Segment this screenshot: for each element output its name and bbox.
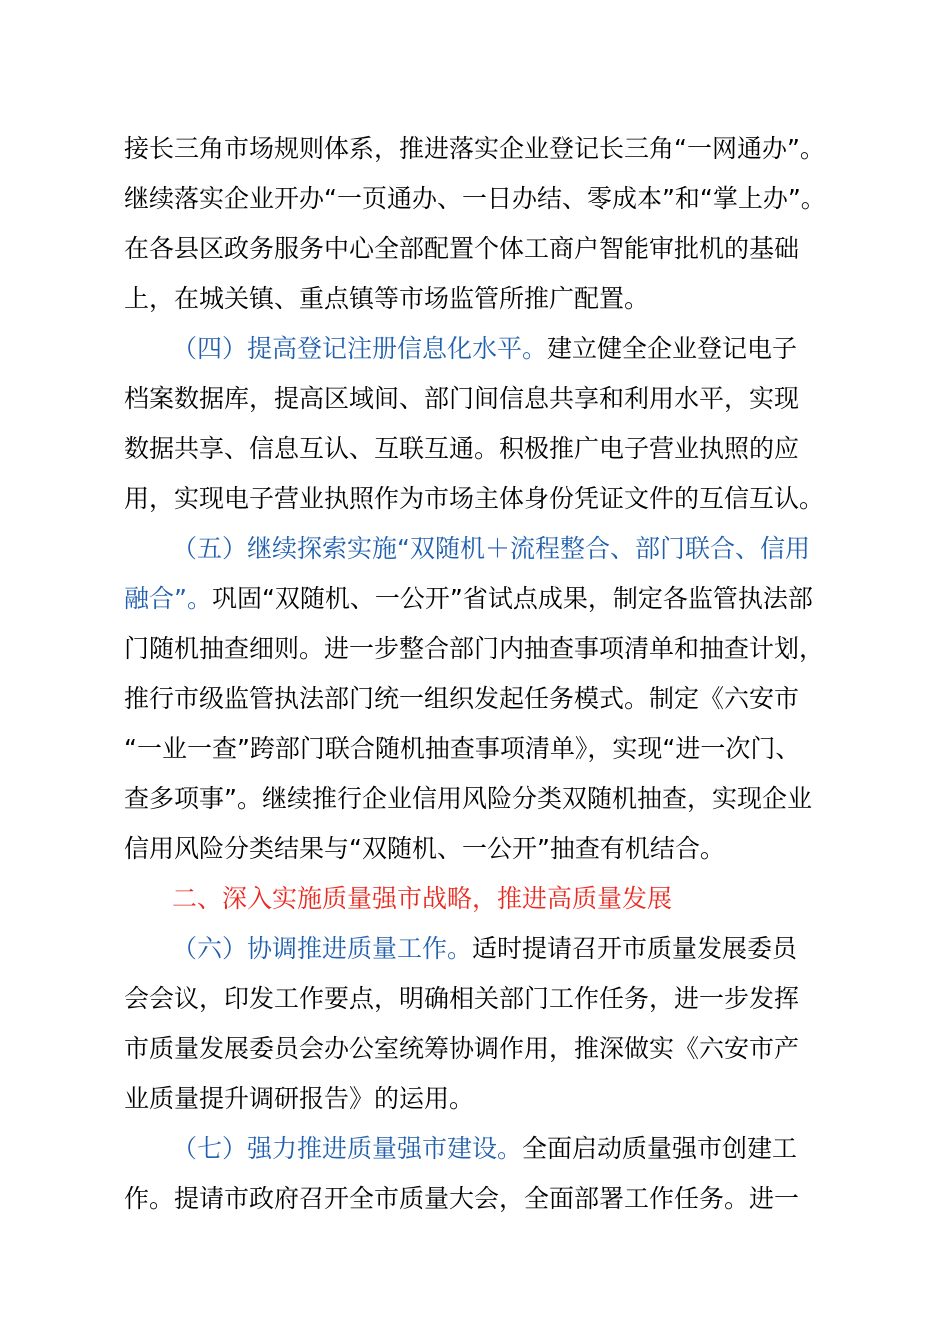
body-text: 作。提请市政府召开全市质量大会，全面部署工作任务。进一 xyxy=(124,1184,800,1213)
body-text: 门随机抽查细则。进一步整合部门内抽查事项清单和抽查计划， xyxy=(124,634,825,663)
body-line xyxy=(124,1184,799,1214)
body-text: 用，实现电子营业执照作为市场主体身份凭证文件的互信互认。 xyxy=(124,484,825,513)
body-text: 适时提请召开市质量发展委员 xyxy=(472,934,798,963)
body-line xyxy=(124,684,799,714)
body-text: 继续落实企业开办“一页通办、一日办结、零成本”和“掌上办”。 xyxy=(124,184,826,213)
section-line xyxy=(124,584,813,614)
section-heading: 融合”。 xyxy=(124,584,212,613)
section-heading: （七）强力推进质量强市建设。 xyxy=(172,1134,523,1163)
body-text: 上，在城关镇、重点镇等市场监管所推广配置。 xyxy=(124,284,650,313)
body-text: 巩固“双随机、一公开”省试点成果，制定各监管执法部 xyxy=(211,584,813,613)
chapter-heading: 二、深入实施质量强市战略，推进高质量发展 xyxy=(172,884,673,913)
body-line xyxy=(124,434,799,464)
section-heading: （五）继续探索实施“双随机＋流程整合、部门联合、信用 xyxy=(172,534,810,563)
section-heading: （四）提高登记注册信息化水平。 xyxy=(172,334,548,363)
body-text: 全面启动质量强市创建工 xyxy=(522,1134,798,1163)
body-line xyxy=(124,834,725,864)
body-line xyxy=(124,284,649,314)
body-text: 数据共享、信息互认、互联互通。积极推广电子营业执照的应 xyxy=(124,434,800,463)
body-line xyxy=(124,484,824,514)
body-text: 建立健全企业登记电子 xyxy=(547,334,798,363)
section-line xyxy=(172,334,797,364)
body-line xyxy=(124,634,824,664)
chapter-heading-line xyxy=(172,884,672,914)
section-heading: （六）协调推进质量工作。 xyxy=(172,934,473,963)
body-line xyxy=(124,984,799,1014)
body-text: “一业一查”跨部门联合随机抽查事项清单》，实现“进一次门、 xyxy=(124,734,801,763)
body-text: 在各县区政务服务中心全部配置个体工商户智能审批机的基础 xyxy=(124,234,800,263)
body-line xyxy=(124,784,812,814)
section-line xyxy=(172,934,797,964)
section-line xyxy=(172,1134,797,1164)
body-text: 推行市级监管执法部门统一组织发起任务模式。制定《六安市 xyxy=(124,684,800,713)
body-text: 市质量发展委员会办公室统筹协调作用，推深做实《六安市产 xyxy=(124,1034,800,1063)
body-line xyxy=(124,1034,799,1064)
body-text: 会会议，印发工作要点，明确相关部门工作任务，进一步发挥 xyxy=(124,984,800,1013)
body-text: 查多项事”。继续推行企业信用风险分类双随机抽查，实现企业 xyxy=(124,784,812,813)
body-line xyxy=(124,734,800,764)
body-line xyxy=(124,134,825,164)
body-text: 档案数据库，提高区域间、部门间信息共享和利用水平，实现 xyxy=(124,384,800,413)
section-line xyxy=(172,534,810,564)
body-line xyxy=(124,234,799,264)
body-text: 业质量提升调研报告》的运用。 xyxy=(124,1084,475,1113)
body-line xyxy=(124,184,826,214)
body-text: 信用风险分类结果与“双随机、一公开”抽查有机结合。 xyxy=(124,834,725,863)
body-text: 接长三角市场规则体系，推进落实企业登记长三角“一网通办”。 xyxy=(124,134,825,163)
body-line xyxy=(124,1084,474,1114)
body-line xyxy=(124,384,799,414)
